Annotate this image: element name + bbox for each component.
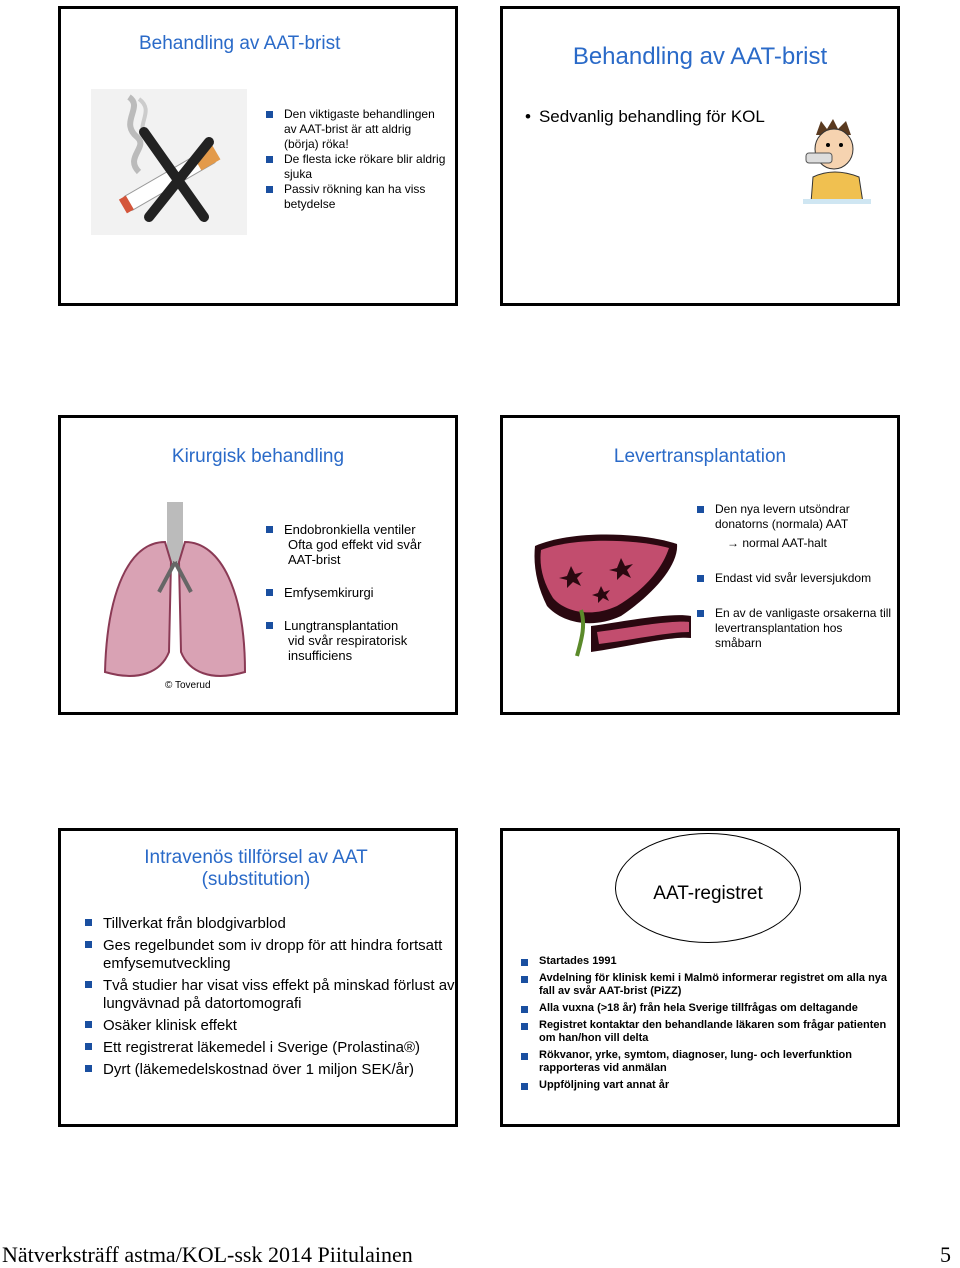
slide-title: Kirurgisk behandling (171, 446, 345, 467)
bullet-item: Ges regelbundet som iv dropp för att hindra fortsatt emfysemutveckling (85, 937, 455, 973)
slide-5 (58, 828, 458, 1127)
person-drinking-image (801, 117, 873, 205)
bullet-item: En av de vanligaste orsakerna till levertransplantation hos småbarn (697, 606, 892, 651)
slide-2 (500, 6, 900, 306)
slide-title: AAT-registret (653, 883, 763, 904)
bullet-sub: vid svår respiratorisk insufficiens (288, 633, 408, 663)
slide-title: Levertransplantation (613, 446, 787, 467)
lungs-image (99, 502, 251, 692)
page-number: 5 (940, 1242, 951, 1267)
bullet-item: Lungtransplantation vid svår respiratorisk insufficiens (266, 618, 451, 663)
bullet-item: Emfysemkirurgi (266, 585, 451, 600)
bullet-item: Uppföljning vart annat år (521, 1079, 889, 1092)
slide-3 (58, 415, 458, 715)
arrow-icon: → (727, 536, 739, 550)
slide-6 (500, 828, 900, 1127)
footer-text: Nätverksträff astma/KOL-ssk 2014 Piitulainen (2, 1242, 413, 1267)
bullet-item: Registret kontaktar den behandlande läkaren som frågar patienten om han/hon vill delta (521, 1019, 889, 1045)
bullet-item: Endobronkiella ventiler Ofta god effekt vid svår AAT-brist (266, 522, 451, 567)
bullet-item: Dyrt (läkemedelskostnad över 1 miljon SEK/år) (85, 1061, 455, 1079)
slide-title: Behandling av AAT-brist (572, 43, 828, 70)
bullet-item: Den viktigaste behandlingen av AAT-brist är att aldrig (börja) röka! (266, 107, 446, 152)
slide-4 (500, 415, 900, 715)
bullet-item: Osäker klinisk effekt (85, 1017, 455, 1035)
slide-1 (58, 6, 458, 306)
bullet-item: Endast vid svår leversjukdom (697, 571, 892, 586)
bullet-item: Ett registrerat läkemedel i Sverige (Prolastina®) (85, 1039, 455, 1057)
bullet-sub: → normal AAT-halt (727, 536, 827, 550)
image-credit: © Toverud (165, 680, 211, 691)
slide-title: Behandling av AAT-brist (139, 33, 341, 54)
slide-title: Intravenös tillförsel av AAT (substitution) (144, 847, 368, 890)
no-smoking-image (89, 87, 249, 237)
bullet-item: • Sedvanlig behandling för KOL (525, 107, 765, 126)
bullet-item: Alla vuxna (>18 år) från hela Sverige tillfrågas om deltagande (521, 1002, 889, 1015)
bullet-item: Passiv rökning kan ha viss betydelse (266, 182, 446, 212)
bullet-item: Två studier har visat viss effekt på minskad förlust av lungvävnad på datortomografi (85, 977, 455, 1013)
bullet-item: Avdelning för klinisk kemi i Malmö informerar registret om alla nya fall av svår AAT-brist (PiZZ) (521, 972, 889, 998)
bullet-item: De flesta icke rökare blir aldrig sjuka (266, 152, 446, 182)
liver-image (531, 526, 691, 658)
bullet-sub: Ofta god effekt vid svår AAT-brist (288, 537, 422, 567)
bullet-item: Startades 1991 (521, 955, 889, 968)
bullet-item: Rökvanor, yrke, symtom, diagnoser, lung- och leverfunktion rapporteras vid anmälan (521, 1049, 889, 1075)
bullet-item: Tillverkat från blodgivarblod (85, 915, 455, 933)
bullet-item: Den nya levern utsöndrar donatorns (normala) AAT → normal AAT-halt (697, 502, 892, 551)
